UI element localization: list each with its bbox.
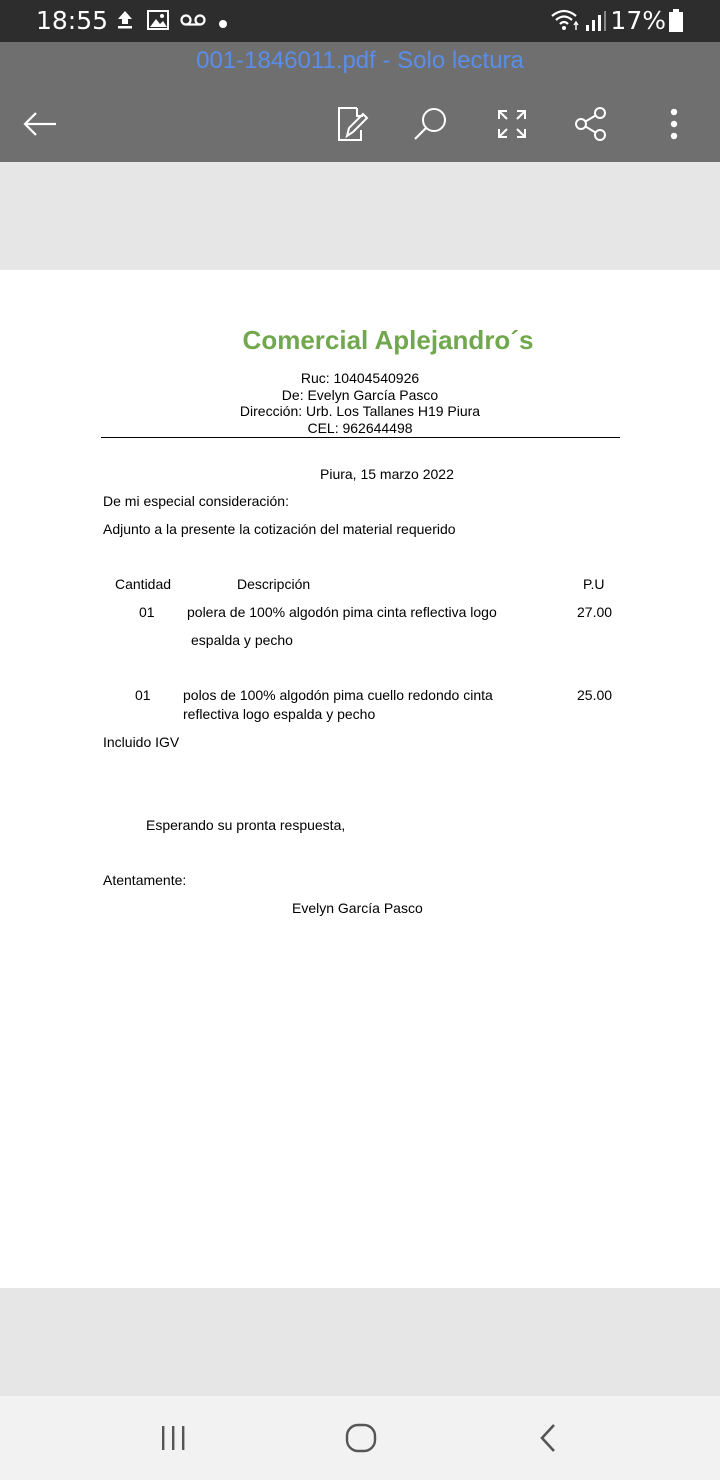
image-icon: [147, 10, 169, 35]
wifi-icon: [550, 8, 580, 37]
row-1-quantity: 01: [139, 604, 155, 620]
letter-intro: Adjunto a la presente la cotización del material requerido: [103, 521, 456, 537]
pdf-page[interactable]: [0, 270, 720, 1288]
row-2-description: polos de 100% algodón pima cuello redondo cinta: [183, 687, 493, 703]
signal-icon: [584, 10, 608, 37]
row-2-price: 25.00: [577, 687, 613, 703]
company-name: Comercial Aplejandro´s: [242, 325, 534, 355]
letter-regards: Atentamente:: [103, 872, 187, 888]
letter-signature: Evelyn García Pasco: [292, 900, 423, 916]
table-header-quantity: Cantidad: [115, 576, 172, 592]
row-1-price: 27.00: [577, 604, 613, 620]
letter-greeting: De mi especial consideración:: [103, 493, 289, 509]
status-time: 18:55: [36, 6, 109, 35]
search-icon[interactable]: [406, 100, 454, 148]
edit-icon[interactable]: [328, 100, 376, 148]
voicemail-icon: [180, 13, 206, 32]
recent-apps-icon[interactable]: [143, 1418, 203, 1458]
row-1-description-cont: espalda y pecho: [191, 632, 293, 648]
back-arrow-icon[interactable]: [16, 100, 64, 148]
status-bar: [0, 0, 720, 42]
letter-date: Piura, 15 marzo 2022: [320, 466, 454, 482]
viewer-background-top: [0, 162, 720, 270]
viewer-background-bottom: [0, 1288, 720, 1396]
igv-note: Incluido IGV: [103, 734, 180, 750]
dot-icon: [218, 16, 228, 34]
app-bar: [0, 42, 720, 162]
table-header-description: Descripción: [237, 576, 311, 592]
home-icon[interactable]: [331, 1418, 391, 1458]
row-1-description: polera de 100% algodón pima cinta reflectiva logo: [187, 604, 497, 620]
fullscreen-icon[interactable]: [488, 100, 536, 148]
row-2-description-cont: reflectiva logo espalda y pecho: [183, 706, 376, 722]
sender-line: De: Evelyn García Pasco: [281, 387, 439, 403]
phone-line: CEL: 962644498: [307, 420, 413, 436]
upload-icon: [116, 10, 134, 35]
navigation-bar: [0, 1396, 720, 1480]
back-icon[interactable]: [518, 1418, 578, 1458]
battery-icon: [668, 9, 684, 38]
share-icon[interactable]: [567, 100, 615, 148]
document-title: 001-1846011.pdf - Solo lectura: [196, 47, 524, 74]
battery-percent: 17%: [610, 6, 666, 35]
header-divider: [101, 437, 620, 438]
row-2-quantity: 01: [135, 687, 151, 703]
letter-closing: Esperando su pronta respuesta,: [146, 817, 346, 833]
more-options-icon[interactable]: [650, 100, 698, 148]
address-line: Dirección: Urb. Los Tallanes H19 Piura: [239, 403, 481, 419]
table-header-price: P.U: [583, 576, 605, 592]
ruc-line: Ruc: 10404540926: [300, 370, 420, 386]
